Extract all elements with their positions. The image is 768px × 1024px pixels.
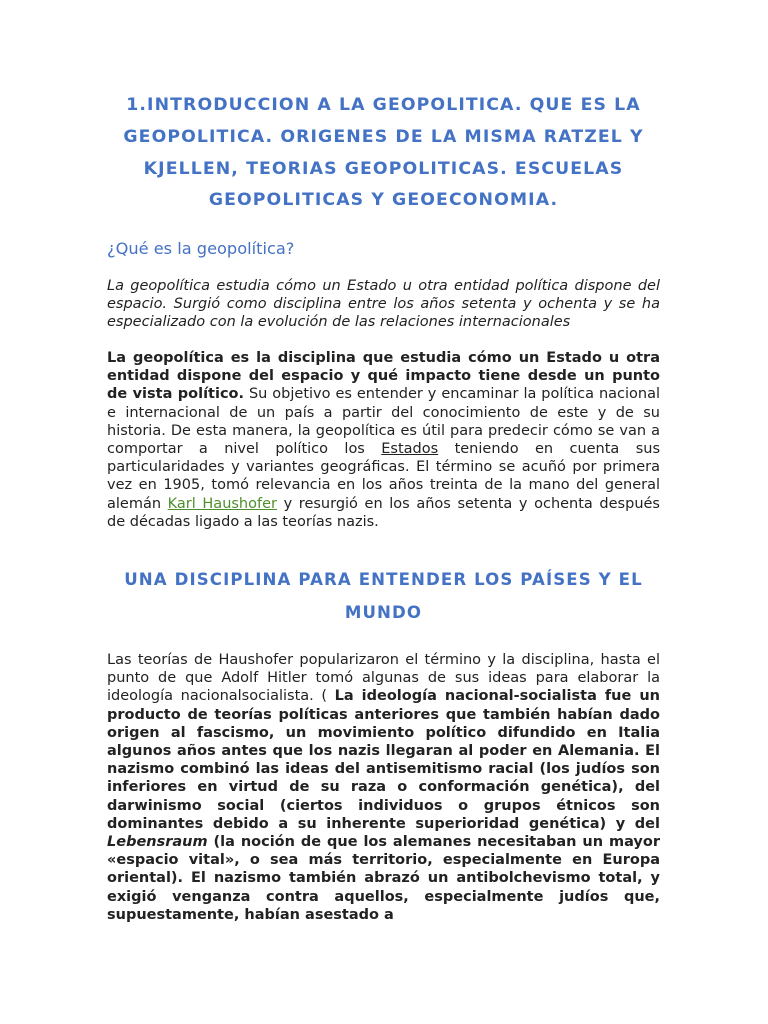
nazism-bold-a: La ideología nacional-socialista fue un producto de teorías políticas anteriores que también habían dado origen al fascismo, un movimiento político difundido en Italia algunos años antes que los nazis llegaran al poder en Alemania. El nazismo combinó las ideas del antisemitismo racial (los judíos son inferiores en virtud de su raza o conformación genética), del darwinismo social (ciertos individuos o grupos étnicos son dominantes debido a su inherente superioridad genética) y del <box>107 688 661 832</box>
document-title: 1.INTRODUCCION A LA GEOPOLITICA. QUE ES LA GEOPOLITICA. ORIGENES DE LA MISMA RATZEL Y KJELLEN, TEORIAS GEOPOLITICAS. ESCUELAS GEOPOLITICAS Y GEOECONOMIA. <box>123 95 644 211</box>
definition-text-b: teniendo en cuenta sus particularidades y variantes geográficas. El término se acuñó por primera vez en 1905, tomó relevancia en los años treinta de la mano del general alemán <box>107 441 660 512</box>
haushofer-paragraph <box>107 651 660 924</box>
intro-italic-paragraph: La geopolítica estudia cómo un Estado u otra entidad política dispone del espacio. Surgió como disciplina entre los años setenta y ochenta y se ha especializado con la evolución de las relaciones internacionales <box>107 278 660 331</box>
haushofer-text-a: Las teorías de Haushofer popularizaron el término y la disciplina, hasta el punto de que Adolf Hitler tomó algunas de sus ideas para elaborar la ideología nacionalsocialista. ( <box>107 652 660 705</box>
nazism-bold-b: (la noción de que los alemanes necesitaban un mayor «espacio vital», o sea más territorio, especialmente en Europa oriental). El nazismo también abrazó un antibolchevismo total, y exigió venganza contra aquellos, especialmente judíos que, supuestamente, habían asestado a <box>107 834 660 923</box>
section-title-disciplina: UNA DISCIPLINA PARA ENTENDER LOS PAÍSES Y EL MUNDO <box>124 570 643 622</box>
definition-paragraph <box>107 349 660 531</box>
definition-text-a: Su objetivo es entender y encaminar la política nacional e internacional de un país a partir del conocimiento de este y de su historia. De esta manera, la geopolítica es útil para predecir cómo se van a comportar a nivel político los <box>107 386 661 458</box>
definition-bold-lead: La geopolítica es la disciplina que estudia cómo un Estado u otra entidad dispone del espacio y qué impacto tiene desde un punto de vista político. <box>107 350 660 403</box>
karl-haushofer-link[interactable]: Karl Haushofer <box>167 495 277 512</box>
lebensraum-term: Lebensraum <box>107 834 208 851</box>
subheading-que-es: ¿Qué es la geopolítica? <box>107 239 295 258</box>
definition-text-c: y resurgió en los años setenta y ochenta después de décadas ligado a las teorías nazis. <box>107 495 660 530</box>
estados-link[interactable]: Estados <box>381 441 439 458</box>
